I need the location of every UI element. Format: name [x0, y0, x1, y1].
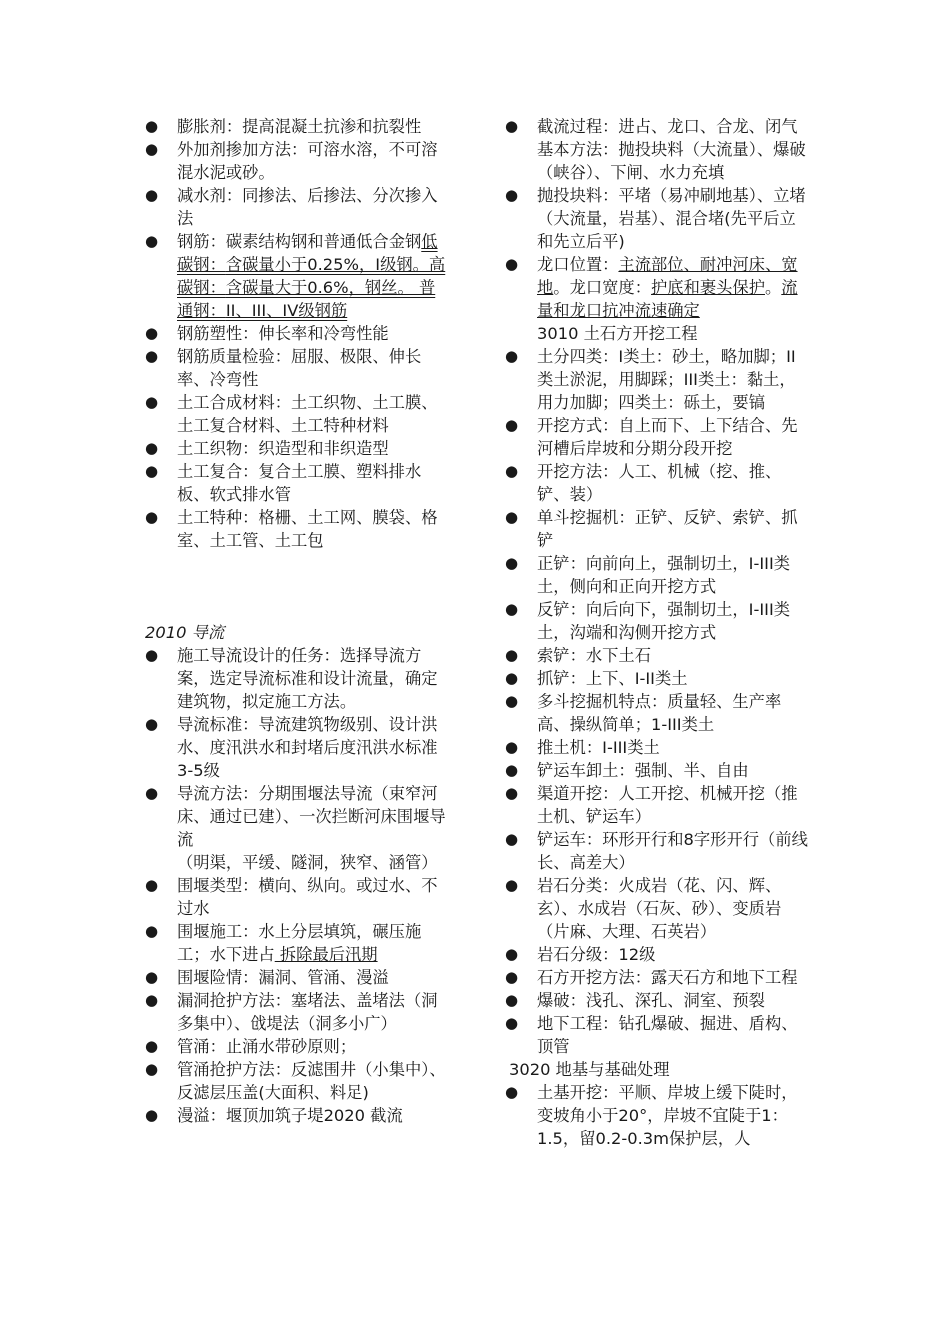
text-run: 碳素结构钢 [225, 232, 308, 251]
list-item [505, 184, 810, 253]
bullet-icon: ● [145, 508, 159, 526]
text-run: （推土机、铲运车） [537, 784, 798, 826]
text-run: 拆除最后汛期 [274, 945, 378, 964]
list-item [145, 713, 454, 782]
text-run: 平堵 [618, 186, 651, 205]
text-run: II、III、IV级钢筋 [225, 301, 348, 320]
text-run: 塞堵法、盖堵法 [290, 991, 405, 1010]
list-item [145, 138, 450, 184]
list-item [505, 736, 810, 759]
bullet-icon: ● [505, 186, 519, 204]
text-run: 基本方法： [537, 117, 814, 159]
bullet-icon: ● [145, 439, 159, 457]
list-item [505, 667, 810, 690]
text-run: 钢筋塑性： [177, 324, 259, 343]
right-column [505, 115, 814, 1150]
text-run: 淤泥，用脚踩； [569, 370, 684, 389]
text-run: 12级 [618, 945, 656, 964]
text-run: 围堰险情： [177, 968, 259, 987]
text-run: 混合堵 [675, 209, 725, 228]
bullet-icon: ● [505, 738, 519, 756]
text-run: 钻孔爆破、掘进、盾构、顶管 [537, 1014, 798, 1056]
text-run: 漫溢： [177, 1106, 226, 1125]
diversion-list [145, 644, 454, 1127]
text-run: 围堰类型： [177, 876, 259, 895]
text-run: 抛投块料 [618, 140, 684, 159]
bullet-icon: ● [505, 692, 519, 710]
list-item [505, 460, 810, 506]
text-run: 伸长率和冷弯性能 [258, 324, 389, 343]
list-item [145, 1104, 450, 1127]
text-run: 铲运车： [537, 830, 603, 849]
text-run: 选择导流方案，选定导流标准和设计流量，确定建筑物，拟定施工方法。 [177, 646, 438, 711]
text-run: 留0.2-0.3m保护层 [579, 1129, 718, 1148]
text-run: ，Ⅰ级钢。高碳钢： [177, 255, 446, 297]
text-run: 漏洞、管涌、漫溢 [258, 968, 389, 987]
text-run: 止涌水带砂原则 [225, 1037, 340, 1056]
text-run: ：砂土，略加脚； [655, 347, 787, 366]
text-run: 铲运车卸土： [537, 761, 635, 780]
bullet-icon: ● [145, 1106, 159, 1124]
list-item [505, 828, 810, 874]
text-run: 普通低合金钢 [323, 232, 422, 251]
list-item [505, 414, 810, 460]
text-run: （大流量）、 [683, 140, 774, 159]
bullet-icon: ● [145, 324, 159, 342]
list-item [505, 966, 810, 989]
text-run: 土分四类： [537, 347, 619, 366]
text-run: 上下、I-II类土 [585, 669, 688, 688]
list-item [145, 230, 450, 322]
text-run: 钢筋质量检验： [177, 347, 291, 366]
text-run: 膨胀剂： [177, 117, 243, 136]
bullet-icon: ● [145, 968, 159, 986]
text-run: 2020 截流 [323, 1106, 403, 1125]
text-run: III类土 [683, 370, 731, 389]
materials-list [145, 115, 450, 552]
text-run: 护底和裹头保护 [651, 278, 765, 297]
list-item [505, 1012, 810, 1058]
text-run: 分期围堰法导流 [258, 784, 373, 803]
bullet-icon: ● [145, 876, 159, 894]
list-item [145, 1035, 450, 1058]
text-run: 人工、机械 [618, 462, 700, 481]
text-run: 水下土石 [585, 646, 651, 665]
list-item [505, 759, 810, 782]
text-run: 爆破 [773, 140, 806, 159]
text-run: 管涌： [177, 1037, 226, 1056]
list-item [505, 644, 810, 667]
list-item [145, 115, 450, 138]
bullet-icon: ● [505, 784, 519, 802]
text-run: 索铲： [537, 646, 586, 665]
text-run: 含碳量小于0.25% [225, 255, 359, 274]
text-run: ：砾土，要镐 [667, 393, 765, 412]
list-item [145, 966, 450, 989]
text-run: 复合土工膜、塑料排水板、软式排水管 [177, 462, 422, 504]
text-run: 3-5级 [177, 761, 220, 780]
bullet-icon: ● [145, 715, 159, 733]
text-run: 抛投块料： [537, 186, 619, 205]
bullet-icon: ● [505, 646, 519, 664]
list-item [505, 874, 810, 943]
bullet-icon: ● [505, 1083, 519, 1101]
text-run: 向前向上，强制切土，I-III类土，侧向和正向开挖方式 [537, 554, 791, 596]
text-run: （小集中）、 [356, 1060, 446, 1079]
list-item [145, 437, 450, 460]
text-run: I类土 [618, 347, 656, 366]
bullet-icon: ● [145, 232, 159, 250]
text-run: 质量轻、生产率高、操纵简单；1-III类土 [537, 692, 782, 734]
bullet-icon: ● [505, 255, 519, 273]
text-run: 钢筋： [177, 232, 226, 251]
text-run: (大面积、料足) [258, 1083, 369, 1102]
list-item [145, 184, 450, 230]
list-item [505, 506, 810, 552]
text-run: 导流标准：导流建筑物级别、设计洪水、度汛洪水和封堵后度汛洪水标准 [177, 715, 454, 757]
text-run: 正铲、反铲、索铲、抓铲 [537, 508, 798, 550]
text-run: 单斗挖掘机： [537, 508, 635, 527]
text-run: 主流部位、耐冲河床、宽地 [537, 255, 798, 297]
text-run: II类土 [537, 347, 796, 389]
text-run: 围堰施工： [177, 922, 259, 941]
text-run: 自上而下、上下结合、先河槽后岸坡和分期分段开挖 [537, 416, 798, 458]
bullet-icon: ● [505, 761, 519, 779]
text-run: 爆破： [537, 991, 586, 1010]
text-run: 土工织物、土工膜、土工复合材料、土工特种材料 [177, 393, 438, 435]
list-item [505, 989, 810, 1012]
text-run: I-III类土 [602, 738, 660, 757]
list-item [505, 345, 810, 414]
text-run: 外加剂掺加方法： [177, 140, 308, 159]
text-run: （洞多集中）、 [177, 991, 438, 1033]
bullet-icon: ● [505, 554, 519, 572]
text-run: 向后向下，强制切土，I-III类土，沟端和沟侧开挖方式 [537, 600, 791, 642]
text-run: 管涌抢护方法： [177, 1060, 291, 1079]
bullet-icon: ● [505, 830, 519, 848]
closure-list [505, 115, 814, 322]
text-run: 石方开挖方法： [537, 968, 651, 987]
text-run: 立堵 [773, 186, 806, 205]
text-run: （大流量，岩基）、 [537, 209, 676, 228]
text-run: 。 [764, 278, 782, 297]
text-run: 反滤层压盖 [177, 1083, 259, 1102]
text-run: 抓铲： [537, 669, 586, 688]
text-run: 反滤围井 [290, 1060, 357, 1079]
list-item [145, 345, 450, 391]
bullet-icon: ● [145, 991, 159, 1009]
list-item [505, 782, 810, 828]
bullet-icon: ● [505, 508, 519, 526]
text-run: （花、闪、辉、玄）、 [537, 876, 782, 918]
list-item [505, 253, 810, 322]
list-item [145, 506, 450, 552]
text-run: 格栅、土工网、膜袋、格室、土工管、土工包 [177, 508, 438, 550]
text-run: 开挖方法： [537, 462, 619, 481]
text-run: ：黏土，用力加脚； [537, 370, 796, 412]
text-run: 戗堤法 [250, 1014, 300, 1033]
bullet-icon: ● [145, 1037, 159, 1055]
text-run: 进占、龙口、合龙、闭气 [618, 117, 798, 136]
bullet-icon: ● [145, 140, 159, 158]
text-run: 环形开行和8字形开行 [602, 830, 760, 849]
list-item [145, 782, 450, 874]
text-run: 岩石分类： [537, 876, 619, 895]
bullet-icon: ● [145, 462, 159, 480]
bullet-icon: ● [145, 186, 159, 204]
bullet-icon: ● [505, 968, 519, 986]
list-item [145, 644, 450, 713]
text-run: 四类土 [618, 393, 668, 412]
text-run: （明渠，平缓、隧洞，狭窄、涵管） [177, 853, 438, 872]
text-run: 土工合成材料： [177, 393, 291, 412]
excavation-list [505, 345, 810, 1058]
bullet-icon: ● [505, 945, 519, 963]
bullet-icon: ● [505, 416, 519, 434]
text-run: 土工特种： [177, 508, 259, 527]
bullet-icon: ● [145, 784, 159, 802]
bullet-icon: ● [145, 393, 159, 411]
text-run: 可溶水溶，不可溶混水泥或砂。 [177, 140, 438, 182]
list-item [505, 598, 810, 644]
section-heading-2010: 2010 导流 [145, 623, 225, 642]
list-item [505, 552, 810, 598]
text-run: （前线长、高差大） [537, 830, 808, 872]
section-heading-3020: 3020 地基与基础处理 [509, 1060, 670, 1079]
text-run: 织造型和非织造型 [258, 439, 389, 458]
text-run: (先平后立和先立后平) [537, 209, 796, 251]
foundation-list [505, 1081, 810, 1150]
text-run: （洞多小广） [299, 1014, 397, 1033]
text-run: （挖、推、铲、装） [537, 462, 782, 504]
text-run: （峡谷）、 [537, 163, 611, 182]
text-run: 减水剂： [177, 186, 243, 205]
text-run: 同掺法、后掺法、分次掺入法 [177, 186, 438, 228]
list-item [145, 1058, 450, 1104]
text-run: 。龙口宽度： [553, 278, 651, 297]
text-run: ，钢丝。 普通钢： [177, 278, 436, 320]
list-item [145, 391, 450, 437]
text-run: 和 [307, 232, 324, 251]
bullet-icon: ● [505, 347, 519, 365]
list-item [145, 460, 450, 506]
bullet-icon: ● [505, 600, 519, 618]
text-run: 火成岩 [618, 876, 668, 895]
text-run: 地下工程： [537, 1014, 619, 1033]
bullet-icon: ● [145, 117, 159, 135]
text-run: 岩石分级： [537, 945, 619, 964]
text-run: 施工导流设计的任务： [177, 646, 340, 665]
text-run: 漏洞抢护方法： [177, 991, 291, 1010]
list-item [505, 115, 814, 184]
text-run: 水上分层填筑，碾压施工；水下进占 [177, 922, 422, 964]
list-item [145, 920, 450, 966]
bullet-icon: ● [145, 347, 159, 365]
text-run: 反铲： [537, 600, 586, 619]
text-run: 流量和龙口抗冲流速确定 [537, 278, 798, 320]
text-run: 浅孔、深孔、洞室、预裂 [585, 991, 765, 1010]
text-run: 多斗挖掘机特点： [537, 692, 668, 711]
text-run: 土工复合： [177, 462, 259, 481]
text-run: 露天石方和地下工程 [650, 968, 798, 987]
bullet-icon: ● [505, 117, 519, 135]
text-run: 强制、半、自由 [634, 761, 749, 780]
text-run: （易冲刷地基）、 [651, 186, 774, 205]
bullet-icon: ● [505, 876, 519, 894]
text-run: 横向、纵向。或过水、不过水 [177, 876, 438, 918]
section-heading-3010: 3010 土石方开挖工程 [537, 324, 698, 343]
text-run: 水成岩 [577, 899, 627, 918]
text-run: 正铲： [537, 554, 586, 573]
text-run: 下闸、水力充填 [610, 163, 725, 182]
bullet-icon: ● [145, 922, 159, 940]
text-run: 导流方法： [177, 784, 259, 803]
text-run: 开挖方式： [537, 416, 619, 435]
bullet-icon: ● [505, 669, 519, 687]
text-run: 屈服、极限、伸长率、冷弯性 [177, 347, 422, 389]
text-run: 推土机： [537, 738, 603, 757]
text-run: 渠道开挖： [537, 784, 619, 803]
list-item [145, 989, 450, 1035]
left-column [145, 115, 454, 1127]
text-run: 提高混凝土抗渗和抗裂性 [242, 117, 422, 136]
text-run: （石灰、砂）、 [626, 899, 733, 918]
text-run: ； [339, 1037, 357, 1056]
text-run: 截流过程： [537, 117, 619, 136]
bullet-icon: ● [505, 462, 519, 480]
bullet-icon: ● [145, 646, 159, 664]
text-run: 堰顶加筑子堤 [225, 1106, 324, 1125]
text-run: 土工织物： [177, 439, 259, 458]
list-item [145, 322, 450, 345]
text-run: 龙口位置： [537, 255, 619, 274]
text-run: ，人 [717, 1129, 751, 1148]
list-item [505, 943, 810, 966]
list-item [505, 690, 810, 736]
list-item [145, 874, 450, 920]
text-run: 人工开挖、机械开挖 [618, 784, 765, 803]
bullet-icon: ● [505, 1014, 519, 1032]
bullet-icon: ● [145, 1060, 159, 1078]
text-run: 变质岩 [732, 899, 782, 918]
text-run: （束窄河床、通过已建）、 [177, 784, 438, 826]
text-run: 低碳钢： [177, 232, 438, 274]
bullet-icon: ● [505, 991, 519, 1009]
text-run: 含碳量大于0.6% [225, 278, 349, 297]
list-item [505, 1081, 810, 1150]
text-run: 土基开挖：平顺、岸坡上缓下陡时，变坡角小于20°，岸坡不宜陡于1：1.5， [537, 1083, 798, 1148]
text-run: （片麻、大理、石英岩） [537, 922, 717, 941]
text-run: 一次拦断河床围堰导流 [177, 807, 446, 849]
